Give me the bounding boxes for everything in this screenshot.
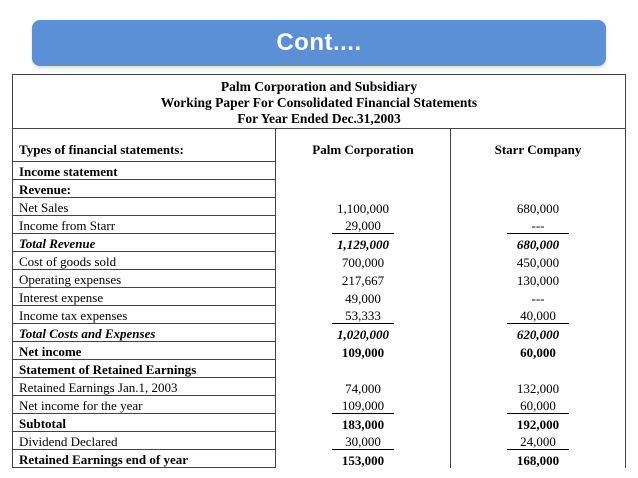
row-label: Dividend Declared: [13, 432, 276, 450]
table-row: [13, 414, 625, 432]
consolidation-worksheet: [12, 74, 626, 468]
palm-cell-value: 183,000: [341, 416, 385, 432]
palm-cell-value: 217,667: [341, 272, 385, 288]
palm-cell-value: 1,100,000: [337, 200, 389, 216]
palm-cell: [276, 180, 451, 198]
table-row: [13, 324, 625, 342]
palm-cell-value: 1,129,000: [337, 236, 389, 252]
palm-cell: [276, 234, 451, 252]
starr-cell-value: 132,000: [516, 380, 560, 396]
starr-cell-value: ---: [507, 218, 569, 234]
palm-cell-value: 74,000: [345, 380, 381, 396]
heading-company: Palm Corporation and Subsidiary: [220, 79, 418, 94]
starr-cell-value: 60,000: [520, 344, 556, 360]
palm-cell: [276, 162, 451, 180]
row-label: Net Sales: [13, 198, 276, 216]
starr-cell-value: 192,000: [516, 416, 560, 432]
row-label: Retained Earnings end of year: [13, 450, 276, 468]
starr-cell-value: 130,000: [516, 272, 560, 288]
table-row: [13, 378, 625, 396]
table-row: [13, 432, 625, 450]
palm-cell: [276, 324, 451, 342]
palm-cell: [276, 216, 451, 234]
starr-cell-value: 450,000: [516, 254, 560, 270]
row-label: Net income for the year: [13, 396, 276, 414]
row-label: Income from Starr: [13, 216, 276, 234]
palm-cell: [276, 414, 451, 432]
slide-title-banner: [32, 20, 606, 66]
starr-cell: [451, 414, 626, 432]
row-label: Income statement: [13, 162, 276, 180]
palm-cell: [276, 396, 451, 414]
heading-period: For Year Ended Dec.31,2003: [237, 111, 401, 126]
table-row: [13, 252, 625, 270]
starr-cell-value: ---: [531, 290, 545, 306]
palm-cell-value: 29,000: [332, 218, 394, 234]
starr-cell: [451, 234, 626, 252]
starr-cell: [451, 306, 626, 324]
palm-cell-value: 109,000: [341, 344, 385, 360]
column-header-row: [13, 129, 625, 162]
starr-cell-value: 24,000: [507, 434, 569, 450]
starr-cell: [451, 180, 626, 198]
starr-cell-value: 680,000: [516, 200, 560, 216]
row-label: Total Revenue: [13, 234, 276, 252]
row-label: Statement of Retained Earnings: [13, 360, 276, 378]
palm-cell: [276, 252, 451, 270]
starr-cell: [451, 360, 626, 378]
palm-cell-value: 700,000: [341, 254, 385, 270]
starr-cell: [451, 198, 626, 216]
table-row: [13, 342, 625, 360]
palm-cell: [276, 342, 451, 360]
palm-cell: [276, 198, 451, 216]
starr-cell-value: 680,000: [516, 236, 560, 252]
row-label: Income tax expenses: [13, 306, 276, 324]
row-label: Net income: [13, 342, 276, 360]
starr-cell: [451, 450, 626, 468]
row-label: Total Costs and Expenses: [13, 324, 276, 342]
starr-cell: [451, 378, 626, 396]
table-row: [13, 180, 625, 198]
starr-cell: [451, 270, 626, 288]
palm-cell: [276, 432, 451, 450]
table-row: [13, 162, 625, 180]
column-header-palm: Palm Corporation: [276, 129, 451, 162]
palm-cell-value: 153,000: [341, 452, 385, 468]
starr-cell-value: 40,000: [507, 308, 569, 324]
palm-cell-value: 30,000: [332, 434, 394, 450]
table-row: [13, 450, 625, 468]
table-row: [13, 396, 625, 414]
heading-title: Working Paper For Consolidated Financial Statements: [160, 95, 478, 110]
starr-cell-value: 620,000: [516, 326, 560, 342]
row-label: Subtotal: [13, 414, 276, 432]
palm-cell-value: 1,020,000: [337, 326, 389, 342]
palm-cell: [276, 360, 451, 378]
palm-cell: [276, 270, 451, 288]
starr-cell: [451, 396, 626, 414]
palm-cell: [276, 306, 451, 324]
starr-cell: [451, 252, 626, 270]
table-row: [13, 270, 625, 288]
row-label: Retained Earnings Jan.1, 2003: [13, 378, 276, 396]
palm-cell-value: 49,000: [345, 290, 381, 306]
table-row: [13, 234, 625, 252]
starr-cell-value: 60,000: [507, 398, 569, 414]
table-row: [13, 360, 625, 378]
row-label: Revenue:: [13, 180, 276, 198]
starr-cell: [451, 432, 626, 450]
column-header-starr: Starr Company: [451, 129, 626, 162]
row-label: Cost of goods sold: [13, 252, 276, 270]
starr-cell: [451, 342, 626, 360]
worksheet-heading: [13, 75, 625, 129]
starr-cell-value: 168,000: [516, 452, 560, 468]
palm-cell-value: 53,333: [332, 308, 394, 324]
starr-cell: [451, 162, 626, 180]
palm-cell: [276, 378, 451, 396]
starr-cell: [451, 324, 626, 342]
row-label: Interest expense: [13, 288, 276, 306]
palm-cell: [276, 288, 451, 306]
table-row: [13, 216, 625, 234]
starr-cell: [451, 216, 626, 234]
worksheet-table: [13, 129, 625, 468]
slide-title: Cont....: [276, 29, 362, 56]
table-row: [13, 198, 625, 216]
table-row: [13, 306, 625, 324]
table-row: [13, 288, 625, 306]
palm-cell-value: 109,000: [332, 398, 394, 414]
row-label: Operating expenses: [13, 270, 276, 288]
column-header-label: Types of financial statements:: [13, 129, 276, 162]
palm-cell: [276, 450, 451, 468]
starr-cell: [451, 288, 626, 306]
